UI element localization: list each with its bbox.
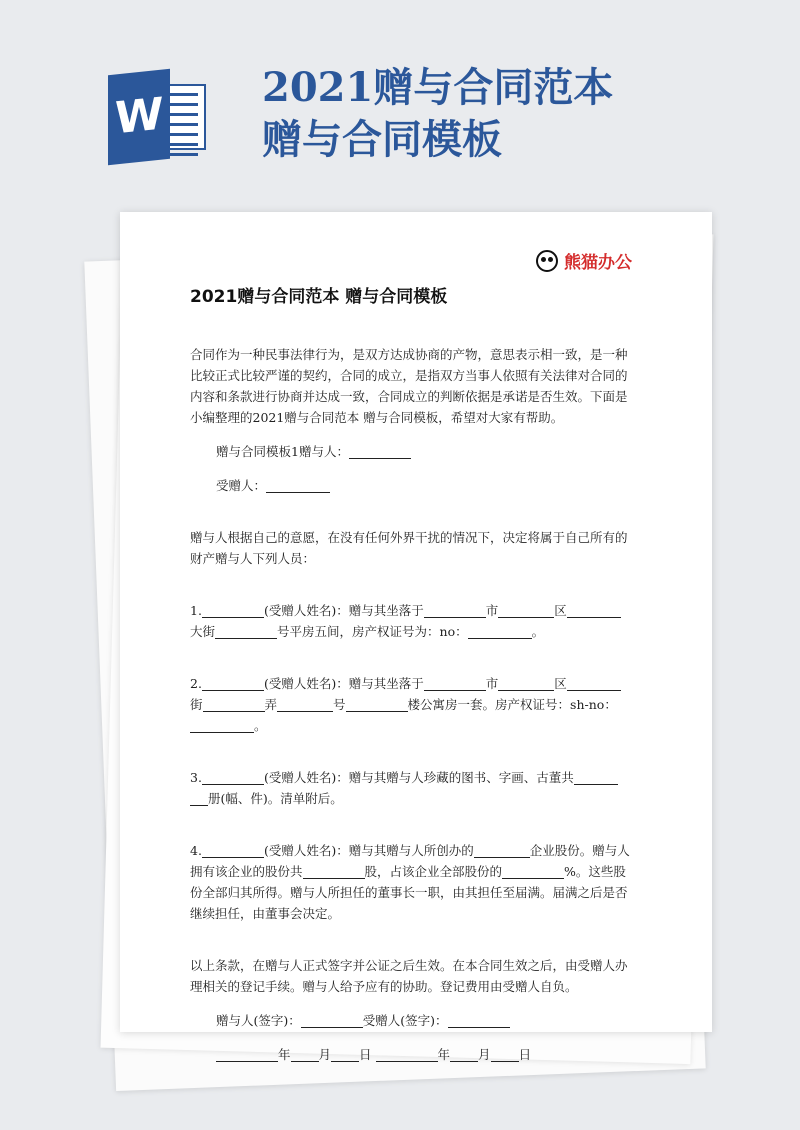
closing-paragraph: 以上条款，在赠与人正式签字并公证之后生效。在本合同生效之后，由受赠人办理相关的登记手续。赠与人给予应有的协助。登记费用由受赠人自负。 xyxy=(190,958,628,994)
item-4: 4. (受赠人姓名)：赠与其赠与人所创办的 企业股份。赠与人拥有该企业的股份共 股，占该企业全部股份的 %。这些股份全部归其所得。赠与人所担任的董事长一职，由其担任至届满。届满之后是否继续担任，由董事会决定。 xyxy=(190,843,630,921)
brand-name: 熊猫办公 xyxy=(564,253,632,273)
item-3: 3. (受赠人姓名)：赠与其赠与人珍藏的图书、字画、古董共册(幅、件)。清单附后。 xyxy=(190,767,630,809)
word-icon: W xyxy=(108,72,208,162)
intro-paragraph: 合同作为一种民事法律行为，是双方达成协商的产物，意思表示相一致，是一种比较正式比较严谨的契约，合同的成立，是指双方当事人依照有关法律对合同的内容和条款进行协商并达成一致，合同成立的判断依据是承诺是否生效。下面是小编整理的2021赠与合同范本 赠与合同模板，希望对大家有帮助。 xyxy=(190,347,628,425)
document-title: 2021赠与合同范本 赠与合同模板 xyxy=(190,287,448,307)
donee-line: 受赠人： xyxy=(190,475,630,496)
document-page xyxy=(120,212,712,1062)
item-1: 1. (受赠人姓名)：赠与其坐落于 市 区大街 号平房五间，房产权证号为：no： 。 xyxy=(190,600,630,642)
banner-title-line2: 赠与合同模板 xyxy=(262,116,502,163)
blank-field xyxy=(349,444,411,459)
item-2: 2. (受赠人姓名)：赠与其坐落于 市 区街 弄 号 楼公寓房一套。房产权证号：sh-no：。 xyxy=(190,673,630,736)
donor-line: 赠与合同模板1赠与人： xyxy=(190,441,630,462)
banner-title xyxy=(262,62,782,166)
banner-title-line1: 2021赠与合同范本 xyxy=(262,64,614,111)
declaration-paragraph: 赠与人根据自己的意愿，在没有任何外界干扰的情况下，决定将属于自己所有的财产赠与人下列人员： xyxy=(190,530,628,566)
banner xyxy=(0,0,800,220)
signature-line: 赠与人(签字)： 受赠人(签字)： xyxy=(190,1010,630,1031)
date-line: 年 月 日 年 月 日 xyxy=(190,1044,630,1065)
blank-field xyxy=(266,478,330,493)
panda-icon xyxy=(536,250,558,272)
document-body xyxy=(190,344,630,1078)
brand-logo xyxy=(536,248,632,273)
